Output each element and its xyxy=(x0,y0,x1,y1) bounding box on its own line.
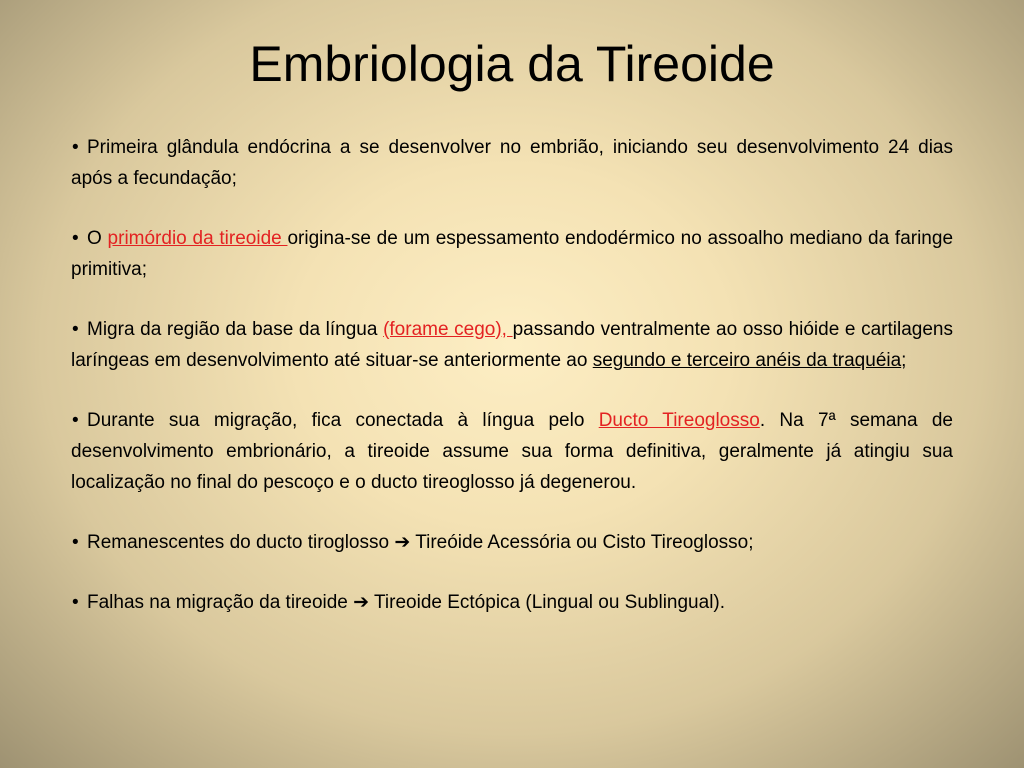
bullet-text-pre: O xyxy=(87,228,108,249)
arrow-right-icon: ➔ xyxy=(353,592,370,613)
bullet-marker: • xyxy=(72,410,79,431)
bullet-item-6 xyxy=(71,587,953,618)
bullet-text-pre: Durante sua migração, fica conectada à língua pelo xyxy=(87,410,599,431)
bullet-text-post: . Na 7ª semana de desenvolvimento embrionário, a tireoide assume sua forma definitiva, geralmente já atingiu sua localização no final do pescoço e o ducto tireoglosso já degenerou. xyxy=(71,410,953,493)
bullet-marker: • xyxy=(72,319,79,340)
bullet-text-pre: Falhas na migração da tireoide xyxy=(87,592,354,613)
bullet-text-post: origina-se de um espessamento endodérmico no assoalho mediano da faringe primitiva; xyxy=(71,228,954,280)
bullet-list xyxy=(71,132,953,618)
bullet-text-post: Tireoide Ectópica (Lingual ou Sublingual). xyxy=(369,592,726,613)
bullet-text-post: ; xyxy=(901,350,907,371)
bullet-text-pre: Migra da região da base da língua xyxy=(87,319,384,340)
arrow-right-icon: ➔ xyxy=(394,532,411,553)
underlined-text: segundo e terceiro anéis da traquéia xyxy=(592,350,902,371)
bullet-marker: • xyxy=(72,137,79,158)
bullet-text: Primeira glândula endócrina a se desenvolver no embrião, iniciando seu desenvolvimento 24 dias após a fecundação; xyxy=(71,137,953,189)
bullet-item-4 xyxy=(71,405,953,498)
forame-cego-link[interactable]: (forame cego), xyxy=(383,319,513,340)
bullet-text-pre: Remanescentes do ducto tiroglosso xyxy=(87,532,395,553)
bullet-item-2 xyxy=(71,223,953,285)
bullet-marker: • xyxy=(72,228,79,249)
bullet-marker: • xyxy=(72,592,79,613)
bullet-item-5 xyxy=(71,527,953,558)
bullet-text-mid: passando ventralmente ao osso hióide e cartilagens laríngeas em desenvolvimento até situar-se anteriormente ao xyxy=(71,319,953,371)
slide-title: Embriologia da Tireoide xyxy=(249,36,775,92)
bullet-item-1 xyxy=(71,132,953,194)
ducto-tireoglosso-link[interactable]: Ducto Tireoglosso xyxy=(598,410,760,431)
primordio-link[interactable]: primórdio da tireoide xyxy=(107,228,288,249)
bullet-marker: • xyxy=(72,532,79,553)
bullet-item-3 xyxy=(71,314,953,376)
bullet-text-post: Tireóide Acessória ou Cisto Tireoglosso; xyxy=(410,532,754,553)
